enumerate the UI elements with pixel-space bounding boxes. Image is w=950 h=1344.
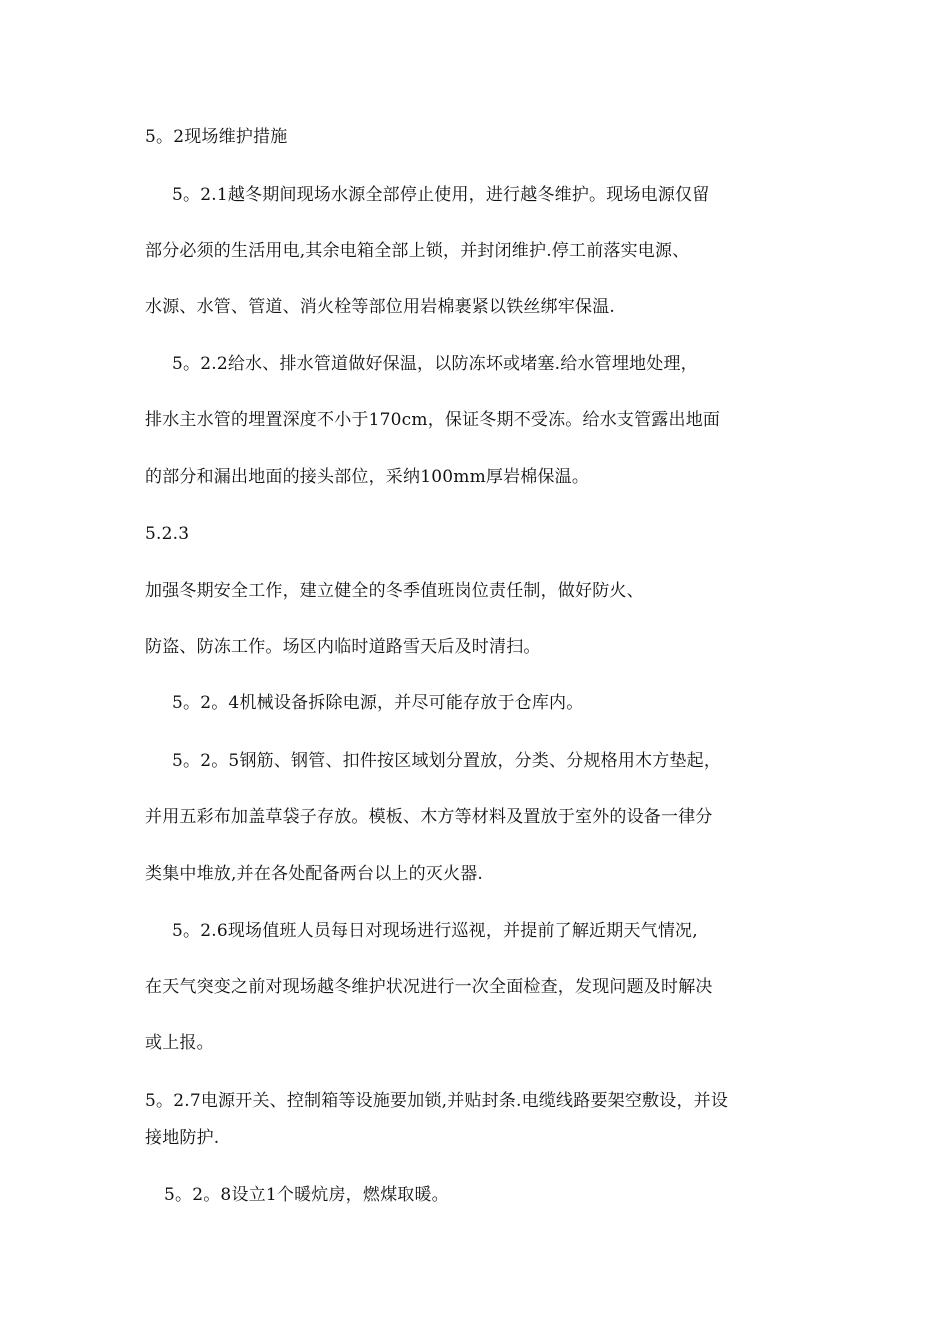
paragraph-5-2-6-line-2: 在天气突变之前对现场越冬维护状况进行一次全面检查，发现问题及时解决 [145, 977, 713, 997]
paragraph-5-2-5-line-3: 类集中堆放,并在各处配备两台以上的灭火器. [145, 864, 484, 884]
paragraph-5-2-7-line-2: 接地防护. [145, 1128, 220, 1148]
paragraph-5-2-6-line-1: 5。2.6现场值班人员每日对现场进行巡视，并提前了解近期天气情况, [172, 921, 698, 941]
paragraph-5-2-3-line-2: 防盗、防冻工作。场区内临时道路雪天后及时清扫。 [145, 637, 541, 657]
paragraph-5-2-1-line-3: 水源、水管、管道、消火栓等部位用岩棉裹紧以铁丝绑牢保温. [145, 297, 616, 317]
paragraph-5-2-2-line-2: 排水主水管的埋置深度不小于170cm，保证冬期不受冻。给水支管露出地面 [145, 410, 721, 430]
paragraph-5-2-6-line-3: 或上报。 [145, 1033, 214, 1053]
paragraph-5-2-3-number: 5.2.3 [145, 524, 190, 544]
paragraph-5-2-3-line-1: 加强冬期安全工作，建立健全的冬季值班岗位责任制，做好防火、 [145, 581, 644, 601]
paragraph-5-2-7-line-1: 5。2.7电源开关、控制箱等设施要加锁,并贴封条.电缆线路要架空敷设，并设 [145, 1091, 729, 1111]
paragraph-5-2-2-line-1: 5。2.2给水、排水管道做好保温，以防冻坏或堵塞.给水管埋地处理， [172, 354, 698, 374]
paragraph-5-2-5-line-2: 并用五彩布加盖草袋子存放。模板、木方等材料及置放于室外的设备一律分 [145, 807, 713, 827]
paragraph-5-2-8-line-1: 5。2。8设立1个暖炕房，燃煤取暖。 [164, 1185, 449, 1205]
paragraph-5-2-1-line-1: 5。2.1越冬期间现场水源全部停止使用，进行越冬维护。现场电源仅留 [172, 185, 710, 205]
paragraph-5-2-1-line-2: 部分必须的生活用电,其余电箱全部上锁，并封闭维护.停工前落实电源、 [145, 241, 690, 261]
section-heading: 5。2现场维护措施 [145, 127, 288, 147]
paragraph-5-2-2-line-3: 的部分和漏出地面的接头部位，采纳100mm厚岩棉保温。 [145, 467, 590, 487]
paragraph-5-2-5-line-1: 5。2。5钢筋、钢管、扣件按区域划分置放，分类、分规格用木方垫起， [172, 751, 722, 771]
paragraph-5-2-4-line-1: 5。2。4机械设备拆除电源，并尽可能存放于仓库内。 [172, 693, 584, 713]
